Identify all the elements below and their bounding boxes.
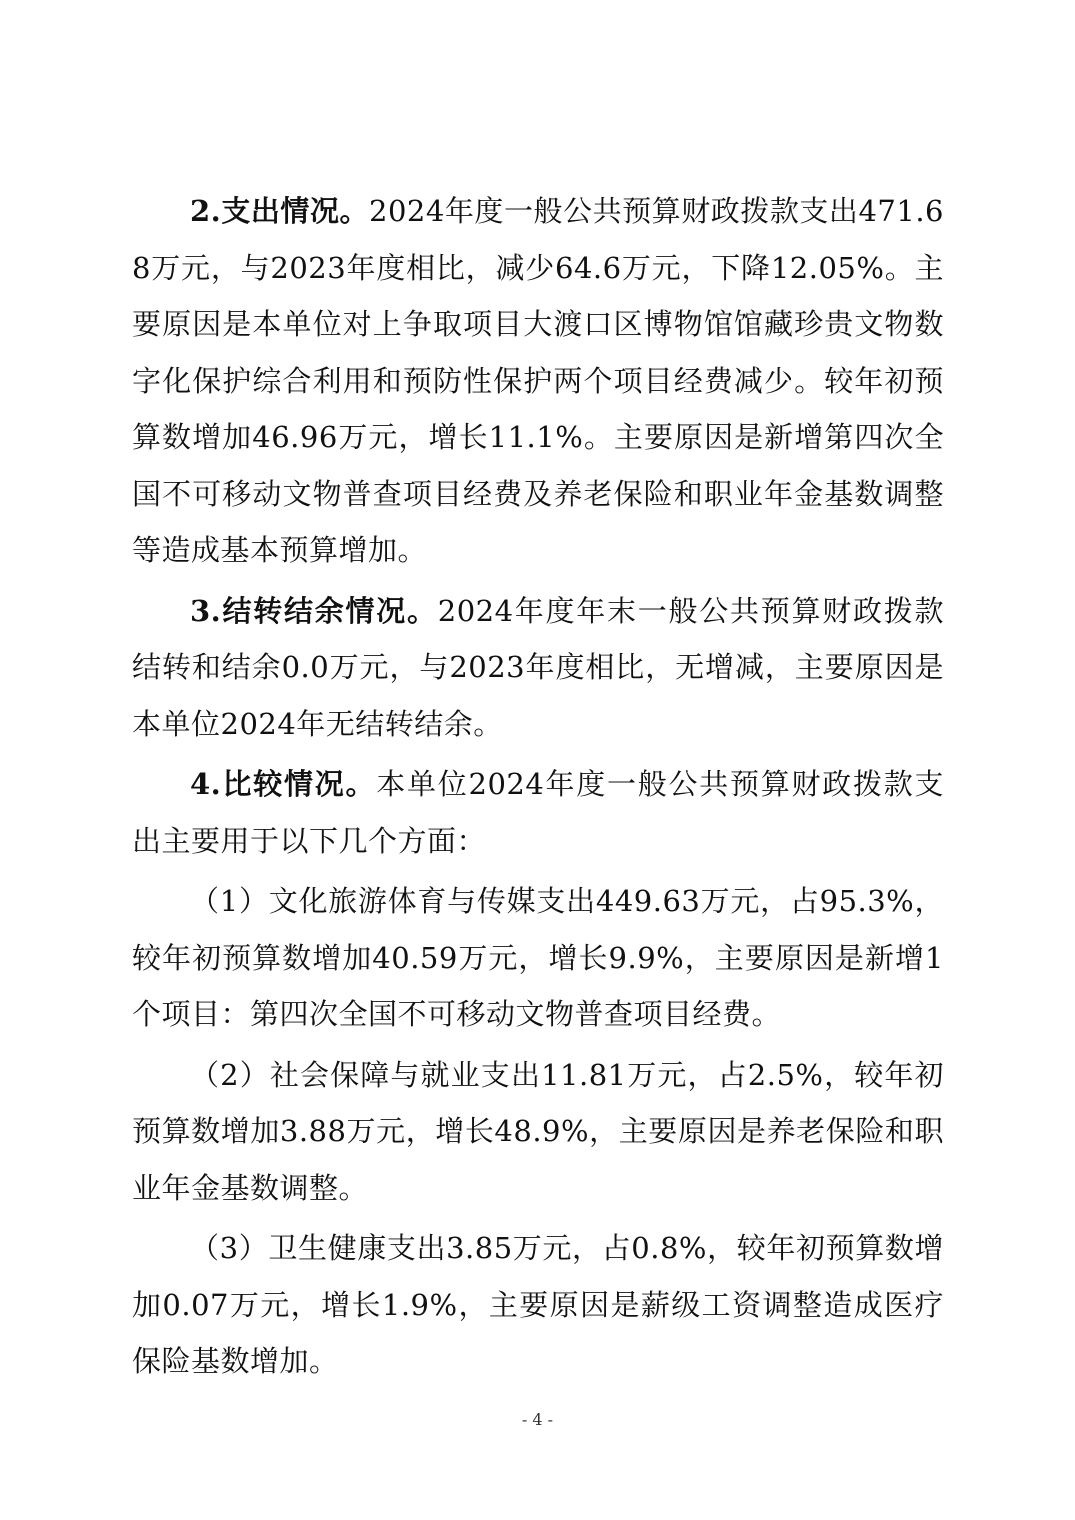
text-item-3: （3）卫生健康支出3.85万元，占0.8%，较年初预算数增加0.07万元，增长1.9%，主要原因是薪级工资调整造成医疗保险基数增加。	[132, 1231, 944, 1378]
text-expenditure: 2024年度一般公共预算财政拨款支出471.68万元，与2023年度相比，减少64.6万元，下降12.05%。主要原因是本单位对上争取项目大渡口区博物馆馆藏珍贵文物数字化保护综合利用和预防性保护两个项目经费减少。较年初预算数增加46.96万元，增长11.1%。主要原因是新增第四次全国不可移动文物普查项目经费及养老保险和职业年金基数调整等造成基本预算增加。	[132, 194, 944, 567]
heading-comparison: 4.比较情况。	[190, 767, 377, 801]
heading-expenditure: 2.支出情况。	[190, 194, 370, 228]
paragraph-item-2	[132, 1047, 944, 1217]
heading-carryover: 3.结转结余情况。	[190, 593, 438, 628]
document-body	[132, 183, 944, 1394]
text-carryover: 2024年度年末一般公共预算财政拨款结转和结余0.0万元，与2023年度相比，无增减，主要原因是本单位2024年无结转结余。	[132, 593, 944, 741]
paragraph-carryover	[132, 583, 944, 753]
page-number: - 4 -	[521, 1410, 554, 1429]
text-item-2: （2）社会保障与就业支出11.81万元，占2.5%，较年初预算数增加3.88万元，增长48.9%，主要原因是养老保险和职业年金基数调整。	[132, 1057, 944, 1205]
paragraph-item-3	[132, 1220, 944, 1390]
text-item-1: （1）文化旅游体育与传媒支出449.63万元，占95.3%，较年初预算数增加40.59万元，增长9.9%，主要原因是新增1个项目：第四次全国不可移动文物普查项目经费。	[132, 884, 944, 1031]
text-comparison: 本单位2024年度一般公共预算财政拨款支出主要用于以下几个方面：	[132, 767, 944, 858]
paragraph-comparison	[132, 756, 944, 869]
paragraph-expenditure	[132, 183, 944, 579]
paragraph-item-1	[132, 873, 944, 1043]
